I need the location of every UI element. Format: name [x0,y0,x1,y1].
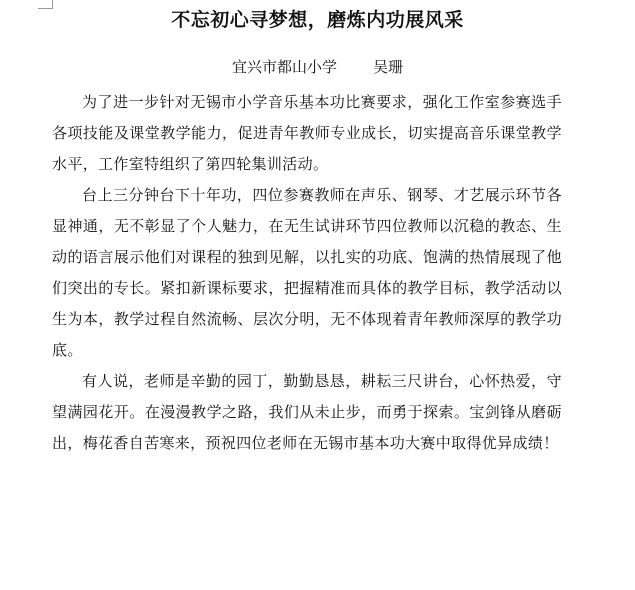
document-body [52,87,562,459]
byline [0,55,635,79]
paragraph-2: 台上三分钟台下十年功，四位参赛教师在声乐、钢琴、才艺展示环节各显神通，无不彰显了个人魅力，在无生试讲环节四位教师以沉稳的教态、生动的语言展示他们对课程的独到见解，以扎实的功底、饱满的热情展现了他们突出的专长。紧扣新课标要求，把握精准而具体的教学目标，教学活动以生为本，教学过程自然流畅、层次分明，无不体现着青年教师深厚的教学功底。 [52,186,562,359]
school-name: 宜兴市都山小学 [231,58,337,76]
author-name: 吴珊 [373,58,404,76]
paragraph-1: 为了进一步针对无锡市小学音乐基本功比赛要求，强化工作室参赛选手各项技能及课堂教学能力，促进青年教师专业成长，切实提高音乐课堂教学水平，工作室特组织了第四轮集训活动。 [52,93,562,173]
paragraph-3: 有人说，老师是辛勤的园丁，勤勤恳恳，耕耘三尺讲台，心怀热爱，守望满园花开。在漫漫教学之路，我们从未止步，而勇于探索。宝剑锋从磨砺出，梅花香自苦寒来，预祝四位老师在无锡市基本功大赛中取得优异成绩！ [52,372,562,452]
document-title: 不忘初心寻梦想，磨炼内功展风采 [171,9,464,31]
